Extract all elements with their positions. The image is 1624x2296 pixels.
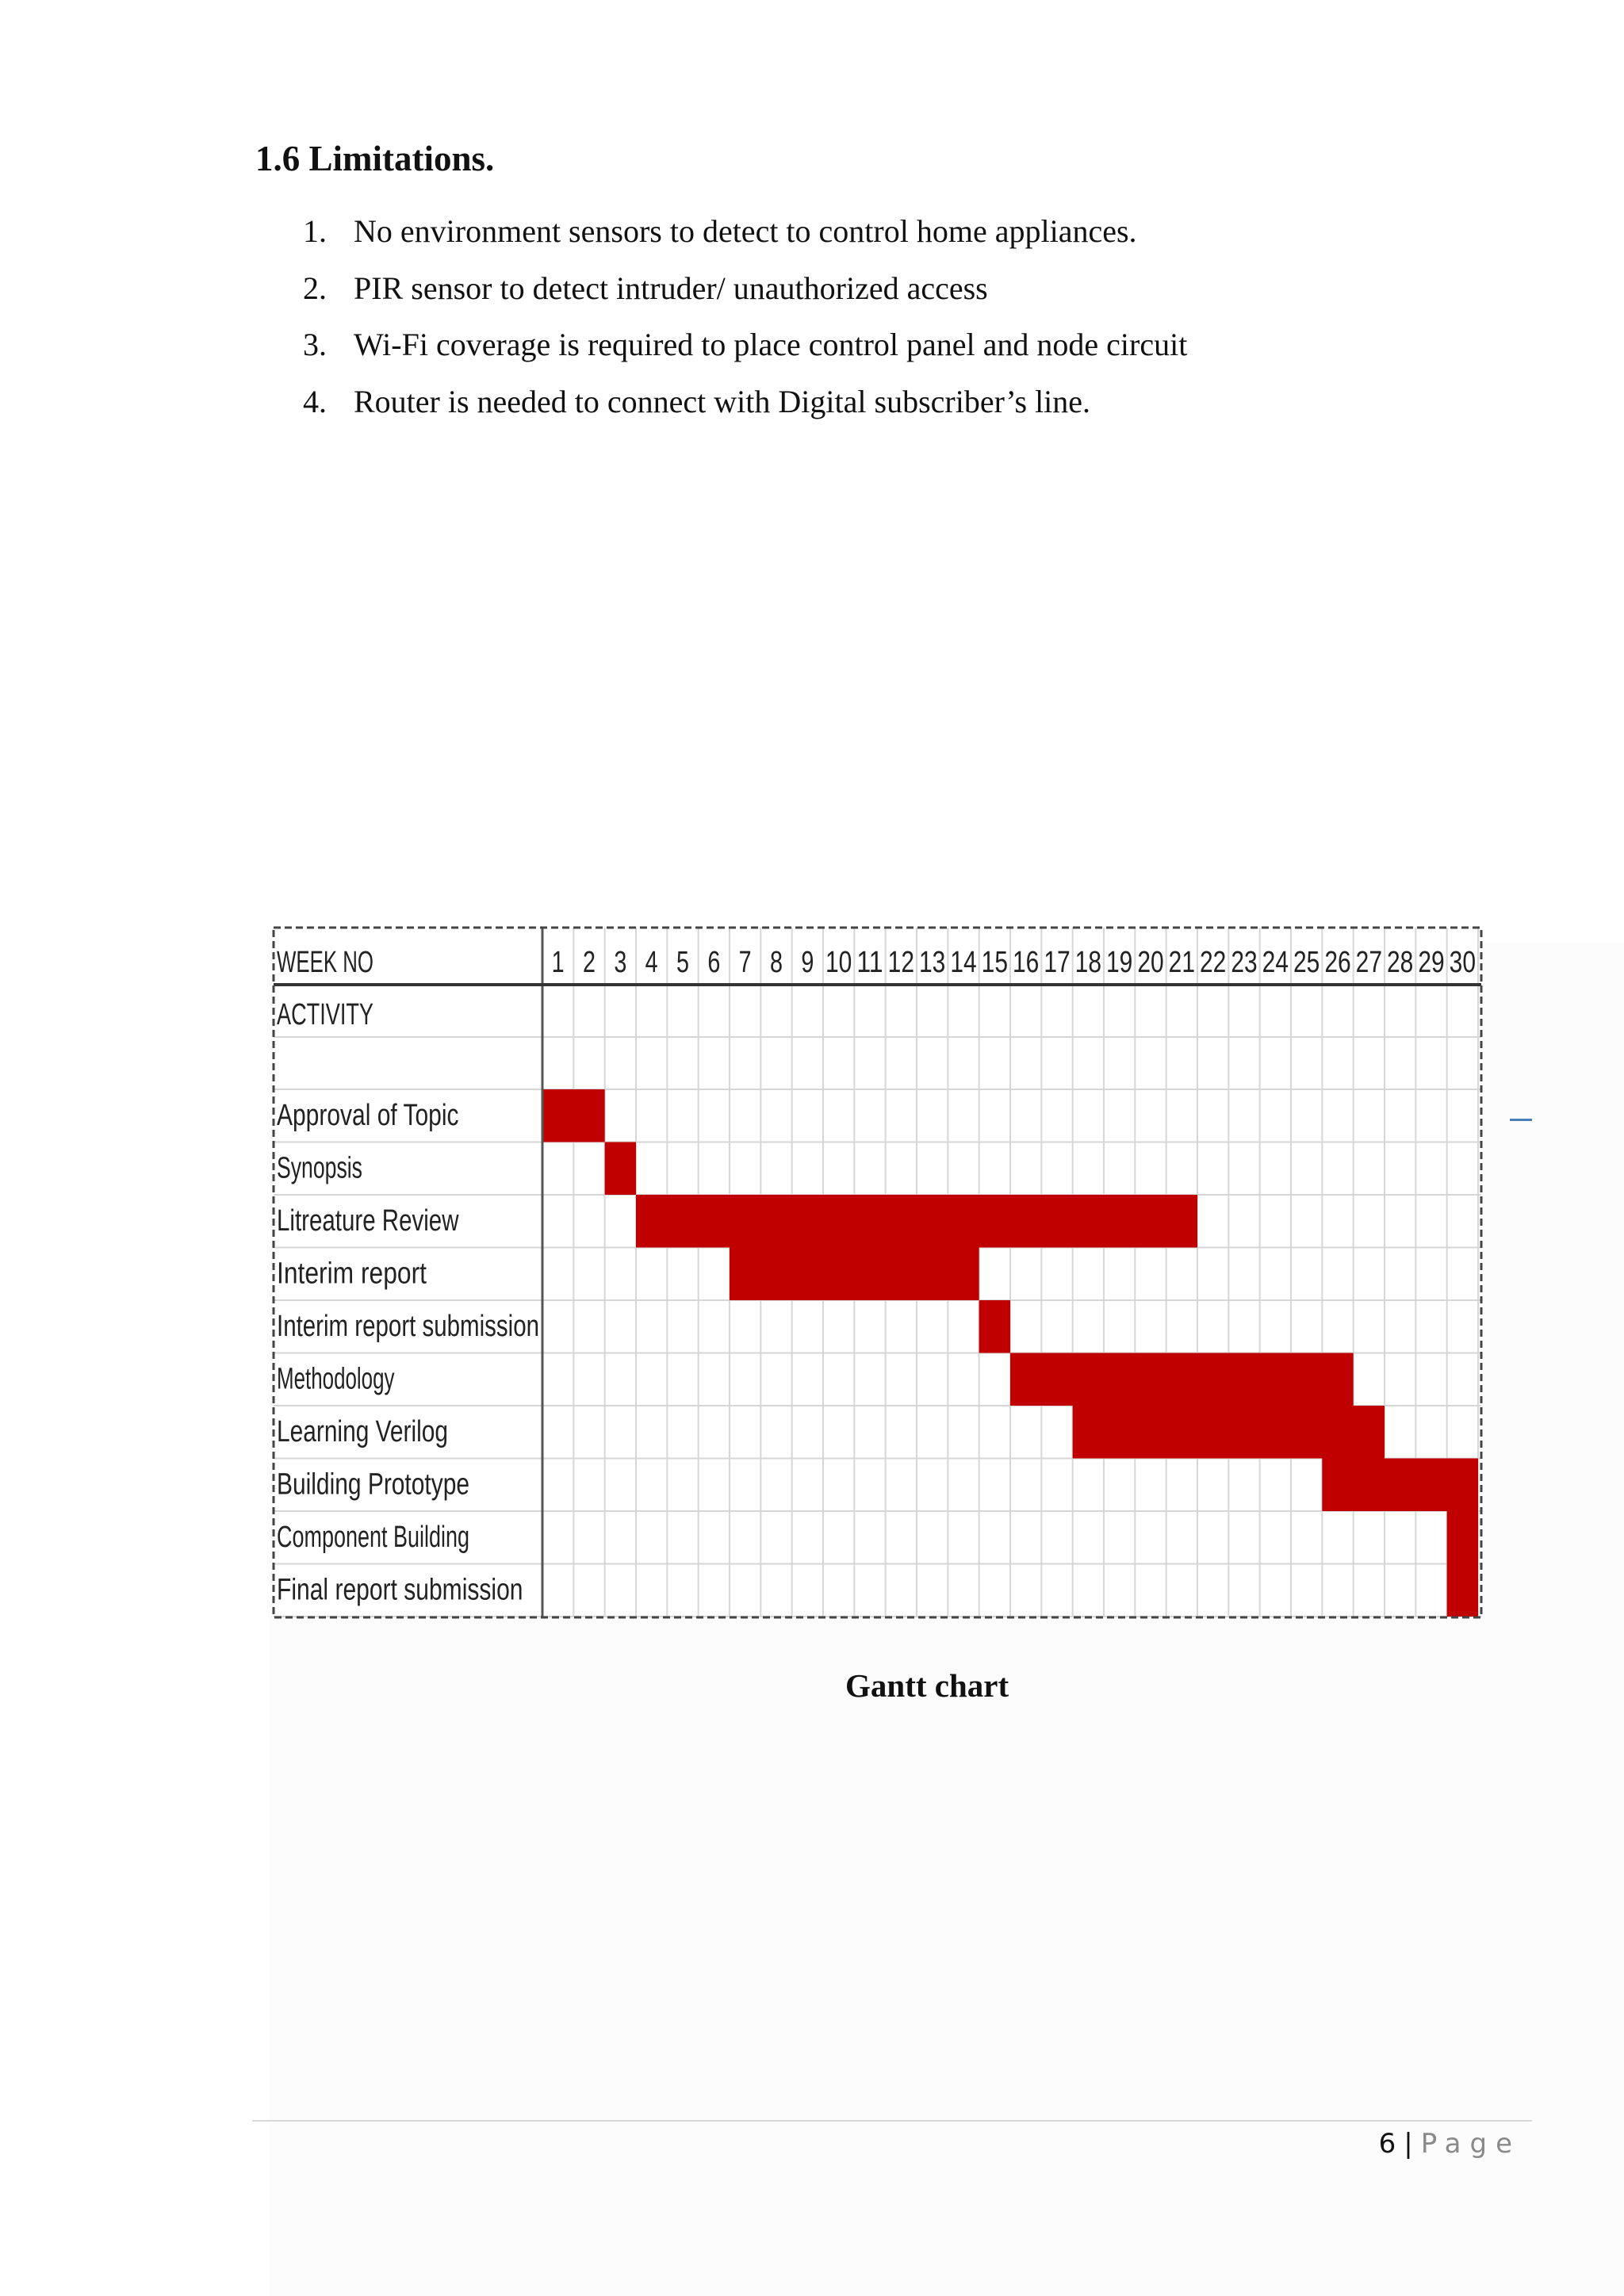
week-tick-label: 19 (1106, 946, 1133, 979)
gantt-bar (636, 1195, 1197, 1248)
page-label: Page (1420, 2128, 1521, 2160)
week-tick-label: 9 (801, 946, 814, 979)
task-label: Building Prototype (277, 1468, 469, 1502)
task-label: Interim report submission (277, 1310, 539, 1344)
task-label: Interim report (277, 1257, 427, 1291)
footer-separator: | (1404, 2128, 1413, 2160)
task-label: Methodology (277, 1362, 395, 1396)
week-tick-label: 6 (707, 946, 721, 979)
gantt-bar (605, 1142, 636, 1196)
week-tick-label: 15 (981, 946, 1009, 979)
task-label: Learning Verilog (277, 1415, 448, 1449)
task-label: Litreature Review (277, 1204, 459, 1238)
week-tick-label: 28 (1387, 946, 1414, 979)
section-heading: 1.6 Limitations. (255, 139, 495, 178)
week-tick-label: 21 (1168, 946, 1196, 979)
list-item-text: Router is needed to connect with Digital subscriber’s line. (354, 383, 1091, 419)
chart-caption: Gantt chart (845, 1667, 1009, 1704)
week-no-header: WEEK NO (277, 946, 373, 979)
task-label: Synopsis (277, 1151, 362, 1185)
week-tick-label: 29 (1418, 946, 1445, 979)
list-item-text: No environment sensors to detect to control home appliances. (354, 213, 1137, 249)
week-tick-label: 23 (1231, 946, 1258, 979)
list-item-number: 2. (303, 270, 327, 306)
page-footer (1379, 2123, 1521, 2164)
week-tick-label: 3 (614, 946, 627, 979)
week-tick-label: 30 (1449, 946, 1477, 979)
list-item-number: 4. (303, 383, 327, 419)
week-tick-label: 12 (887, 946, 915, 979)
week-tick-label: 25 (1293, 946, 1320, 979)
week-tick-label: 13 (919, 946, 946, 979)
task-label: Approval of Topic (277, 1099, 459, 1133)
margin-marker (1510, 1119, 1532, 1121)
task-label: Component Building (277, 1521, 469, 1555)
list-item-number: 3. (303, 327, 327, 362)
gantt-bar (979, 1300, 1010, 1353)
week-tick-label: 18 (1074, 946, 1102, 979)
list-item-text: Wi-Fi coverage is required to place control panel and node circuit (354, 327, 1188, 362)
week-tick-label: 7 (738, 946, 752, 979)
activity-header: ACTIVITY (277, 998, 373, 1031)
gantt-bar (542, 1089, 605, 1142)
gantt-bar (1447, 1511, 1478, 1564)
page-number: 6 (1378, 2128, 1396, 2160)
week-tick-label: 27 (1355, 946, 1383, 979)
week-tick-label: 2 (583, 946, 596, 979)
list-item-number: 1. (303, 213, 327, 249)
week-tick-label: 11 (856, 946, 883, 979)
week-tick-label: 1 (551, 946, 565, 979)
week-tick-label: 4 (645, 946, 658, 979)
week-tick-label: 22 (1200, 946, 1227, 979)
week-tick-label: 10 (825, 946, 852, 979)
gantt-bar (1322, 1459, 1478, 1512)
week-tick-label: 8 (770, 946, 783, 979)
week-tick-label: 20 (1137, 946, 1164, 979)
week-tick-label: 5 (676, 946, 689, 979)
week-tick-label: 17 (1044, 946, 1071, 979)
gantt-bar (1010, 1353, 1354, 1406)
gantt-bar (1073, 1406, 1385, 1459)
week-tick-label: 26 (1324, 946, 1351, 979)
task-label: Final report submission (277, 1573, 523, 1607)
list-item-text: PIR sensor to detect intruder/ unauthorized access (354, 270, 988, 306)
footer-divider (252, 2120, 1532, 2122)
gantt-bar (730, 1248, 979, 1301)
gantt-bar (1447, 1564, 1478, 1617)
week-tick-label: 14 (950, 946, 977, 979)
week-tick-label: 24 (1262, 946, 1289, 979)
week-tick-label: 16 (1013, 946, 1040, 979)
